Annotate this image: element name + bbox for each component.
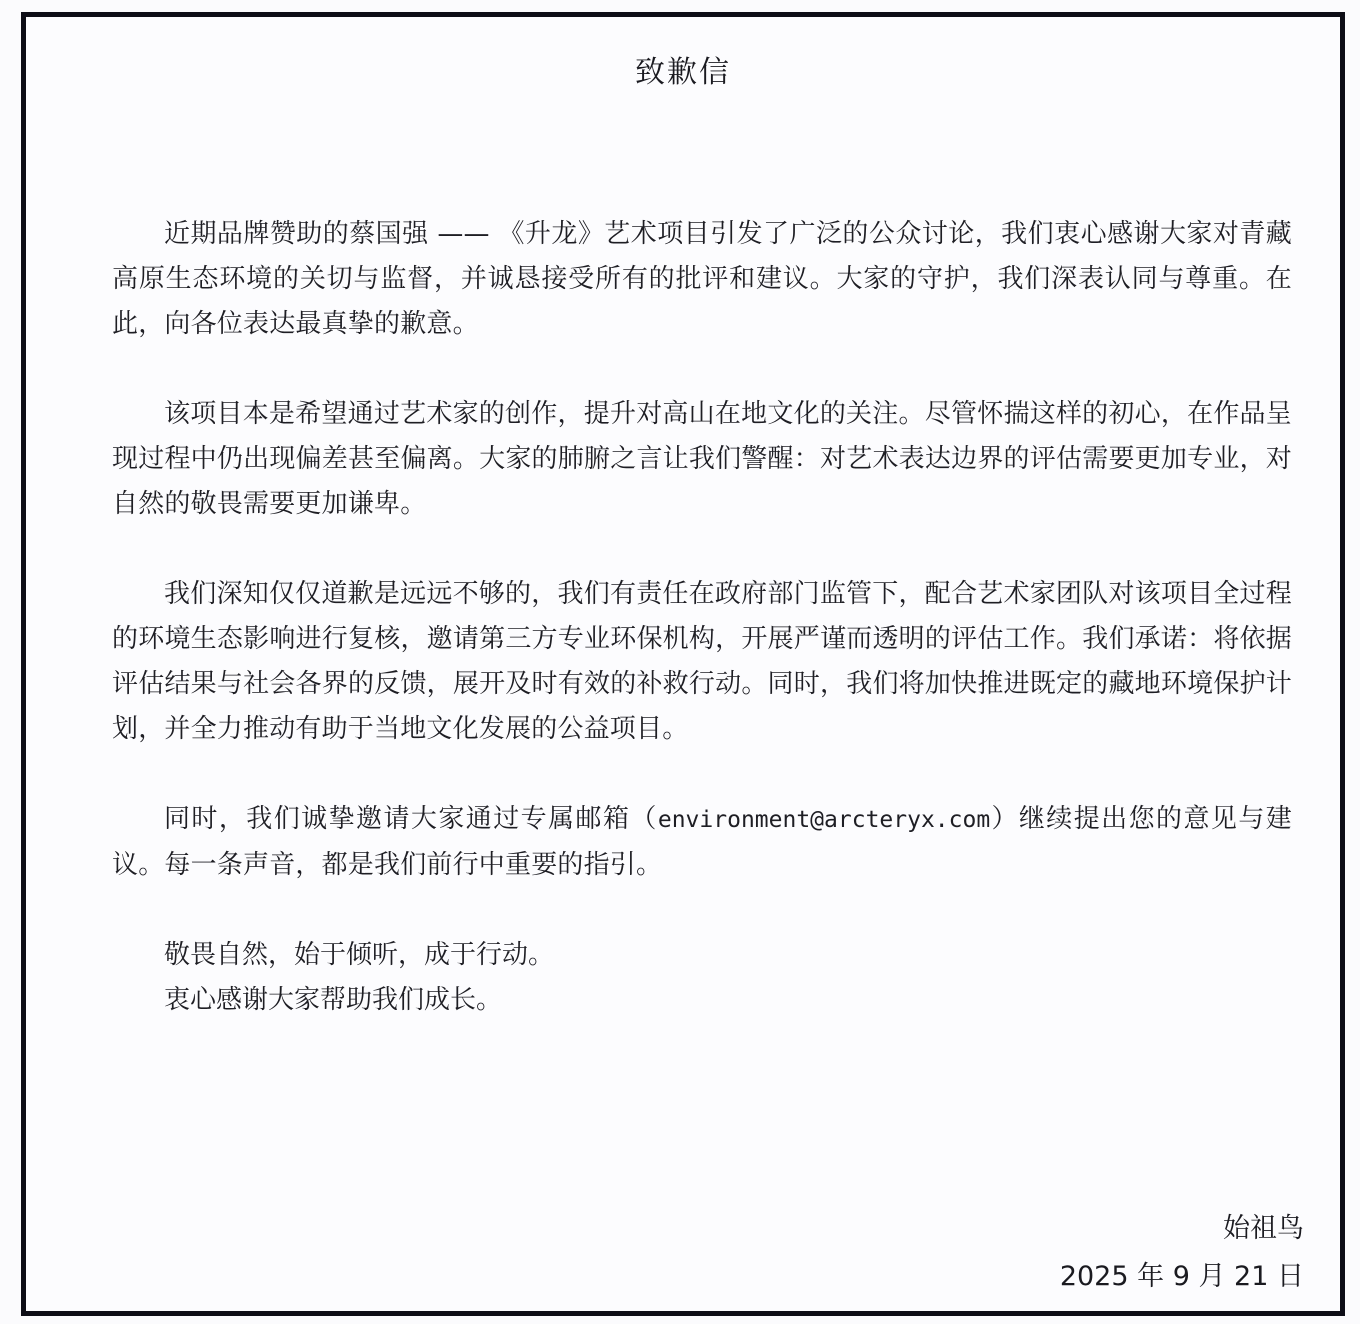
letter-frame <box>21 12 1345 1316</box>
paragraph-2: 该项目本是希望通过艺术家的创作，提升对高山在地文化的关注。尽管怀揣这样的初心，在作品呈现过程中仍出现偏差甚至偏离。大家的肺腑之言让我们警醒：对艺术表达边界的评估需要更加专业，对自然的敬畏需要更加谦卑。 <box>112 399 1292 519</box>
letter-body <box>112 212 1292 1023</box>
signature-date: 2025 年 9 月 21 日 <box>1059 1261 1304 1292</box>
letter-title: 致歉信 <box>635 55 731 90</box>
paragraph-4-tail: ）继续提出您的意见与建议。每一条声音，都是我们前行中重要的指引。 <box>112 804 1292 880</box>
paragraph-1: 近期品牌赞助的蔡国强 —— 《升龙》艺术项目引发了广泛的公众讨论，我们衷心感谢大家对青藏高原生态环境的关切与监督，并诚恳接受所有的批评和建议。大家的守护，我们深表认同与尊重。在此，向各位表达最真挚的歉意。 <box>112 219 1292 339</box>
feedback-email-link[interactable]: environment@arcteryx.com <box>657 807 991 833</box>
closing-line-2: 衷心感谢大家帮助我们成长。 <box>164 985 503 1015</box>
paragraph-4 <box>112 797 1292 888</box>
closing-line-1: 敬畏自然，始于倾听，成于行动。 <box>164 940 555 970</box>
paragraph-4-lead: 同时，我们诚挚邀请大家通过专属邮箱（ <box>164 804 658 834</box>
signature-name: 始祖鸟 <box>1223 1213 1304 1244</box>
closing-block <box>112 933 1292 1023</box>
signature-block <box>1060 1205 1304 1301</box>
paragraph-3: 我们深知仅仅道歉是远远不够的，我们有责任在政府部门监管下，配合艺术家团队对该项目全过程的环境生态影响进行复核，邀请第三方专业环保机构，开展严谨而透明的评估工作。我们承诺：将依据评估结果与社会各界的反馈，展开及时有效的补救行动。同时，我们将加快推进既定的藏地环境保护计划，并全力推动有助于当地文化发展的公益项目。 <box>112 579 1292 744</box>
